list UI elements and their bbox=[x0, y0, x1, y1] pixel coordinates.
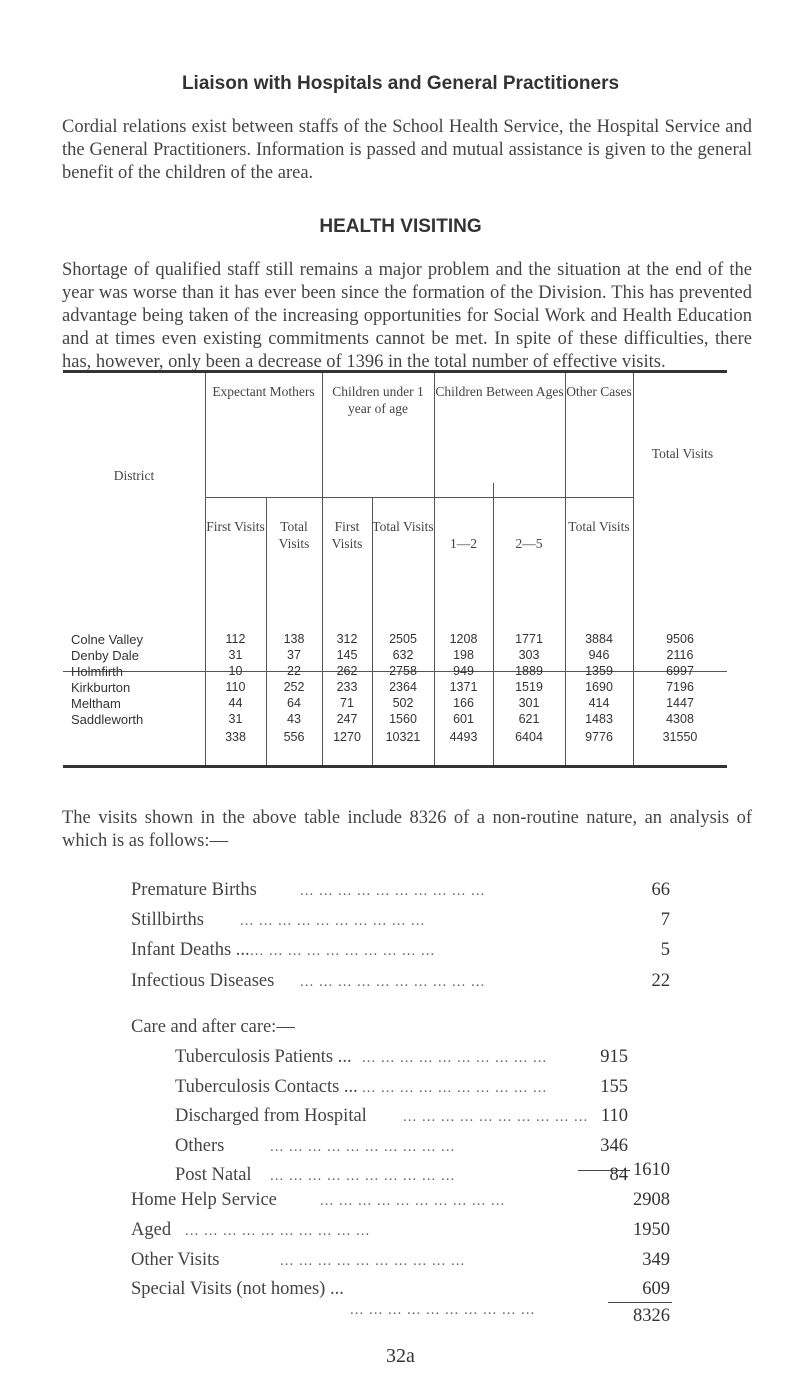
table-cell: 3884 bbox=[585, 632, 613, 646]
district-header: District bbox=[113, 468, 155, 483]
analysis-item-value: 155 bbox=[600, 1077, 628, 1097]
table-total-cell: 338 bbox=[225, 730, 246, 744]
district-name: Saddleworth bbox=[71, 712, 144, 727]
leader-dots: ... ... ... ... ... ... ... ... ... ... bbox=[280, 1253, 466, 1269]
table-cell: 37 bbox=[287, 648, 301, 662]
total-visits-header: Total Visits bbox=[651, 446, 714, 461]
analysis-item-value: 346 bbox=[600, 1136, 628, 1156]
table-total-cell: 556 bbox=[283, 730, 305, 744]
table-cell: 2758 bbox=[389, 664, 417, 678]
table-cell: 6997 bbox=[666, 664, 694, 678]
table-cell: 601 bbox=[453, 712, 474, 726]
table-cell: 112 bbox=[225, 632, 246, 646]
analysis-item-label: Discharged from Hospital bbox=[175, 1106, 367, 1126]
table-cell: 247 bbox=[336, 712, 358, 726]
table-total-cell: 4493 bbox=[449, 730, 478, 744]
table-cell: 31 bbox=[228, 712, 243, 726]
analysis-item-label: Special Visits (not homes) ... bbox=[131, 1279, 344, 1299]
intro-paragraph: Cordial relations exist between staffs of the School Health Service, the Hospital Service and the General Practitioners. Information is passed and mutual assistance is given to the general benefit of the children of the area. bbox=[62, 117, 752, 183]
sub-header-age-1-2: 1—2 bbox=[450, 536, 477, 551]
leader-dots: ... ... ... ... ... ... ... ... ... ... bbox=[185, 1223, 371, 1239]
table-cell: 44 bbox=[228, 696, 243, 710]
analysis-item-value: 5 bbox=[660, 940, 670, 960]
table-cell: 1371 bbox=[449, 680, 478, 694]
sub-header-first-visits: First Visits bbox=[206, 519, 265, 534]
table-cell: 621 bbox=[518, 712, 540, 726]
analysis-item-label: Home Help Service bbox=[131, 1190, 277, 1210]
leader-dots: ... ... ... ... ... ... ... ... ... ... bbox=[240, 913, 426, 929]
sub-header-total-visits: Total Visits bbox=[278, 519, 310, 551]
analysis-item-value: 84 bbox=[609, 1165, 628, 1185]
section-heading: HEALTH VISITING bbox=[319, 216, 482, 237]
leader-dots: ... ... ... ... ... ... ... ... ... ... bbox=[320, 1193, 506, 1209]
table-cell: 64 bbox=[287, 696, 301, 710]
analysis-item-value: 7 bbox=[660, 910, 670, 930]
table-cell: 1560 bbox=[389, 712, 417, 726]
table-cell: 1889 bbox=[515, 664, 543, 678]
table-cell: 502 bbox=[392, 696, 414, 710]
section-paragraph: Shortage of qualified staff still remains a major problem and the situation at the end of the year was worse than it has ever been since the formation of the Division. This has prevented advantage being taken of the increasing opportunities for Social Work and Health Education and at times even existing commitments cannot be met. In spite of these difficulties, there has, however, only been a decrease of 1396 in the total number of effective visits. bbox=[62, 260, 752, 372]
table-cell: 4308 bbox=[666, 712, 694, 726]
table-cell: 301 bbox=[518, 696, 540, 710]
leader-dots: ... ... ... ... ... ... ... ... ... ... bbox=[270, 1168, 456, 1184]
table-cell: 1771 bbox=[515, 632, 543, 646]
group-header-other-cases: Other Cases bbox=[566, 384, 632, 399]
table-total-cell: 31550 bbox=[662, 730, 698, 744]
table-cell: 71 bbox=[340, 696, 354, 710]
page-title: Liaison with Hospitals and General Practitioners bbox=[181, 73, 620, 94]
district-name: Meltham bbox=[71, 696, 121, 711]
analysis-item-value: 349 bbox=[642, 1250, 670, 1270]
sub-header-total-visits: Total Visits bbox=[568, 519, 630, 534]
leader-dots: ... ... ... ... ... ... ... ... ... ... bbox=[403, 1109, 589, 1125]
table-cell: 2364 bbox=[389, 680, 417, 694]
table-cell: 10 bbox=[228, 664, 243, 678]
table-cell: 2116 bbox=[666, 648, 694, 662]
leader-dots: ... ... ... ... ... ... ... ... ... ... bbox=[300, 974, 486, 990]
health-visiting-table bbox=[63, 370, 727, 768]
analysis-item-label: Stillbirths bbox=[131, 910, 204, 930]
table-cell: 949 bbox=[453, 664, 474, 678]
district-name: Holmfirth bbox=[71, 664, 124, 679]
care-subtotal: 1610 bbox=[633, 1160, 670, 1180]
sub-header-age-2-5: 2—5 bbox=[515, 536, 543, 551]
analysis-item-value: 2908 bbox=[633, 1190, 670, 1210]
leader-dots: ... ... ... ... ... ... ... ... ... ... bbox=[350, 1302, 536, 1318]
table-cell: 312 bbox=[336, 632, 358, 646]
leader-dots: ... ... ... ... ... ... ... ... ... ... bbox=[362, 1080, 548, 1096]
analysis-item-label: Tuberculosis Patients ... bbox=[175, 1047, 352, 1067]
table-cell: 22 bbox=[287, 664, 301, 678]
sub-header-total-visits: Total Visits bbox=[372, 519, 434, 534]
district-name: Kirkburton bbox=[71, 680, 131, 695]
group-header-children-between-ages: Children Between Ages bbox=[435, 384, 564, 399]
total-rule bbox=[608, 1302, 672, 1303]
analysis-item-value: 22 bbox=[651, 971, 670, 991]
table-cell: 198 bbox=[453, 648, 474, 662]
analysis-item-label: Aged bbox=[131, 1220, 172, 1240]
analysis-item-value: 110 bbox=[600, 1106, 628, 1126]
analysis-item-label: Premature Births bbox=[131, 880, 257, 900]
table-cell: 262 bbox=[336, 664, 358, 678]
table-cell: 946 bbox=[588, 648, 610, 662]
table-total-cell: 6404 bbox=[515, 730, 543, 744]
grand-total: 8326 bbox=[633, 1306, 670, 1326]
analysis-paragraph: The visits shown in the above table include 8326 of a non-routine nature, an analysis of which is as follows:— bbox=[62, 808, 752, 851]
leader-dots: ... ... ... ... ... ... ... ... ... ... bbox=[300, 883, 486, 899]
analysis-item-value: 609 bbox=[642, 1279, 670, 1299]
table-cell: 1447 bbox=[666, 696, 694, 710]
table-cell: 43 bbox=[287, 712, 301, 726]
analysis-item-value: 1950 bbox=[633, 1220, 670, 1240]
table-cell: 1359 bbox=[585, 664, 613, 678]
table-cell: 7196 bbox=[666, 680, 694, 694]
table-cell: 632 bbox=[392, 648, 414, 662]
analysis-item-label: Other Visits bbox=[131, 1250, 220, 1270]
table-cell: 1519 bbox=[515, 680, 543, 694]
table-total-cell: 9776 bbox=[585, 730, 613, 744]
table-cell: 138 bbox=[283, 632, 305, 646]
table-cell: 110 bbox=[225, 680, 246, 694]
analysis-item-label: Others bbox=[175, 1136, 225, 1156]
table-cell: 1208 bbox=[449, 632, 478, 646]
leader-dots: ... ... ... ... ... ... ... ... ... ... bbox=[362, 1050, 548, 1066]
analysis-item-label: Tuberculosis Contacts ... bbox=[175, 1077, 358, 1097]
table-cell: 303 bbox=[518, 648, 540, 662]
table-total-cell: 10321 bbox=[385, 730, 421, 744]
analysis-item-value: 915 bbox=[600, 1047, 628, 1067]
table-cell: 414 bbox=[588, 696, 610, 710]
group-header-children-under-1: Children under 1 year of age bbox=[332, 384, 424, 416]
analysis-item-label: Infectious Diseases bbox=[131, 971, 275, 991]
table-cell: 9506 bbox=[666, 632, 694, 646]
table-cell: 1483 bbox=[585, 712, 613, 726]
table-cell: 2505 bbox=[389, 632, 417, 646]
leader-dots: ... ... ... ... ... ... ... ... ... ... bbox=[250, 943, 436, 959]
analysis-item-value: 66 bbox=[651, 880, 670, 900]
analysis-item-label: Post Natal bbox=[175, 1165, 252, 1185]
page-number: 32a bbox=[386, 1345, 415, 1367]
district-name: Denby Dale bbox=[71, 648, 139, 663]
care-heading: Care and after care:— bbox=[131, 1017, 295, 1037]
group-header-expectant-mothers: Expectant Mothers bbox=[212, 384, 315, 399]
table-total-cell: 1270 bbox=[333, 730, 361, 744]
sub-header-first-visits: First Visits bbox=[331, 519, 363, 551]
table-cell: 233 bbox=[336, 680, 358, 694]
table-cell: 145 bbox=[336, 648, 358, 662]
analysis-item-label: Infant Deaths ... bbox=[131, 940, 250, 960]
leader-dots: ... ... ... ... ... ... ... ... ... ... bbox=[270, 1139, 456, 1155]
table-cell: 1690 bbox=[585, 680, 613, 694]
table-cell: 252 bbox=[283, 680, 305, 694]
table-cell: 31 bbox=[228, 648, 243, 662]
district-name: Colne Valley bbox=[71, 632, 144, 647]
table-cell: 166 bbox=[453, 696, 474, 710]
